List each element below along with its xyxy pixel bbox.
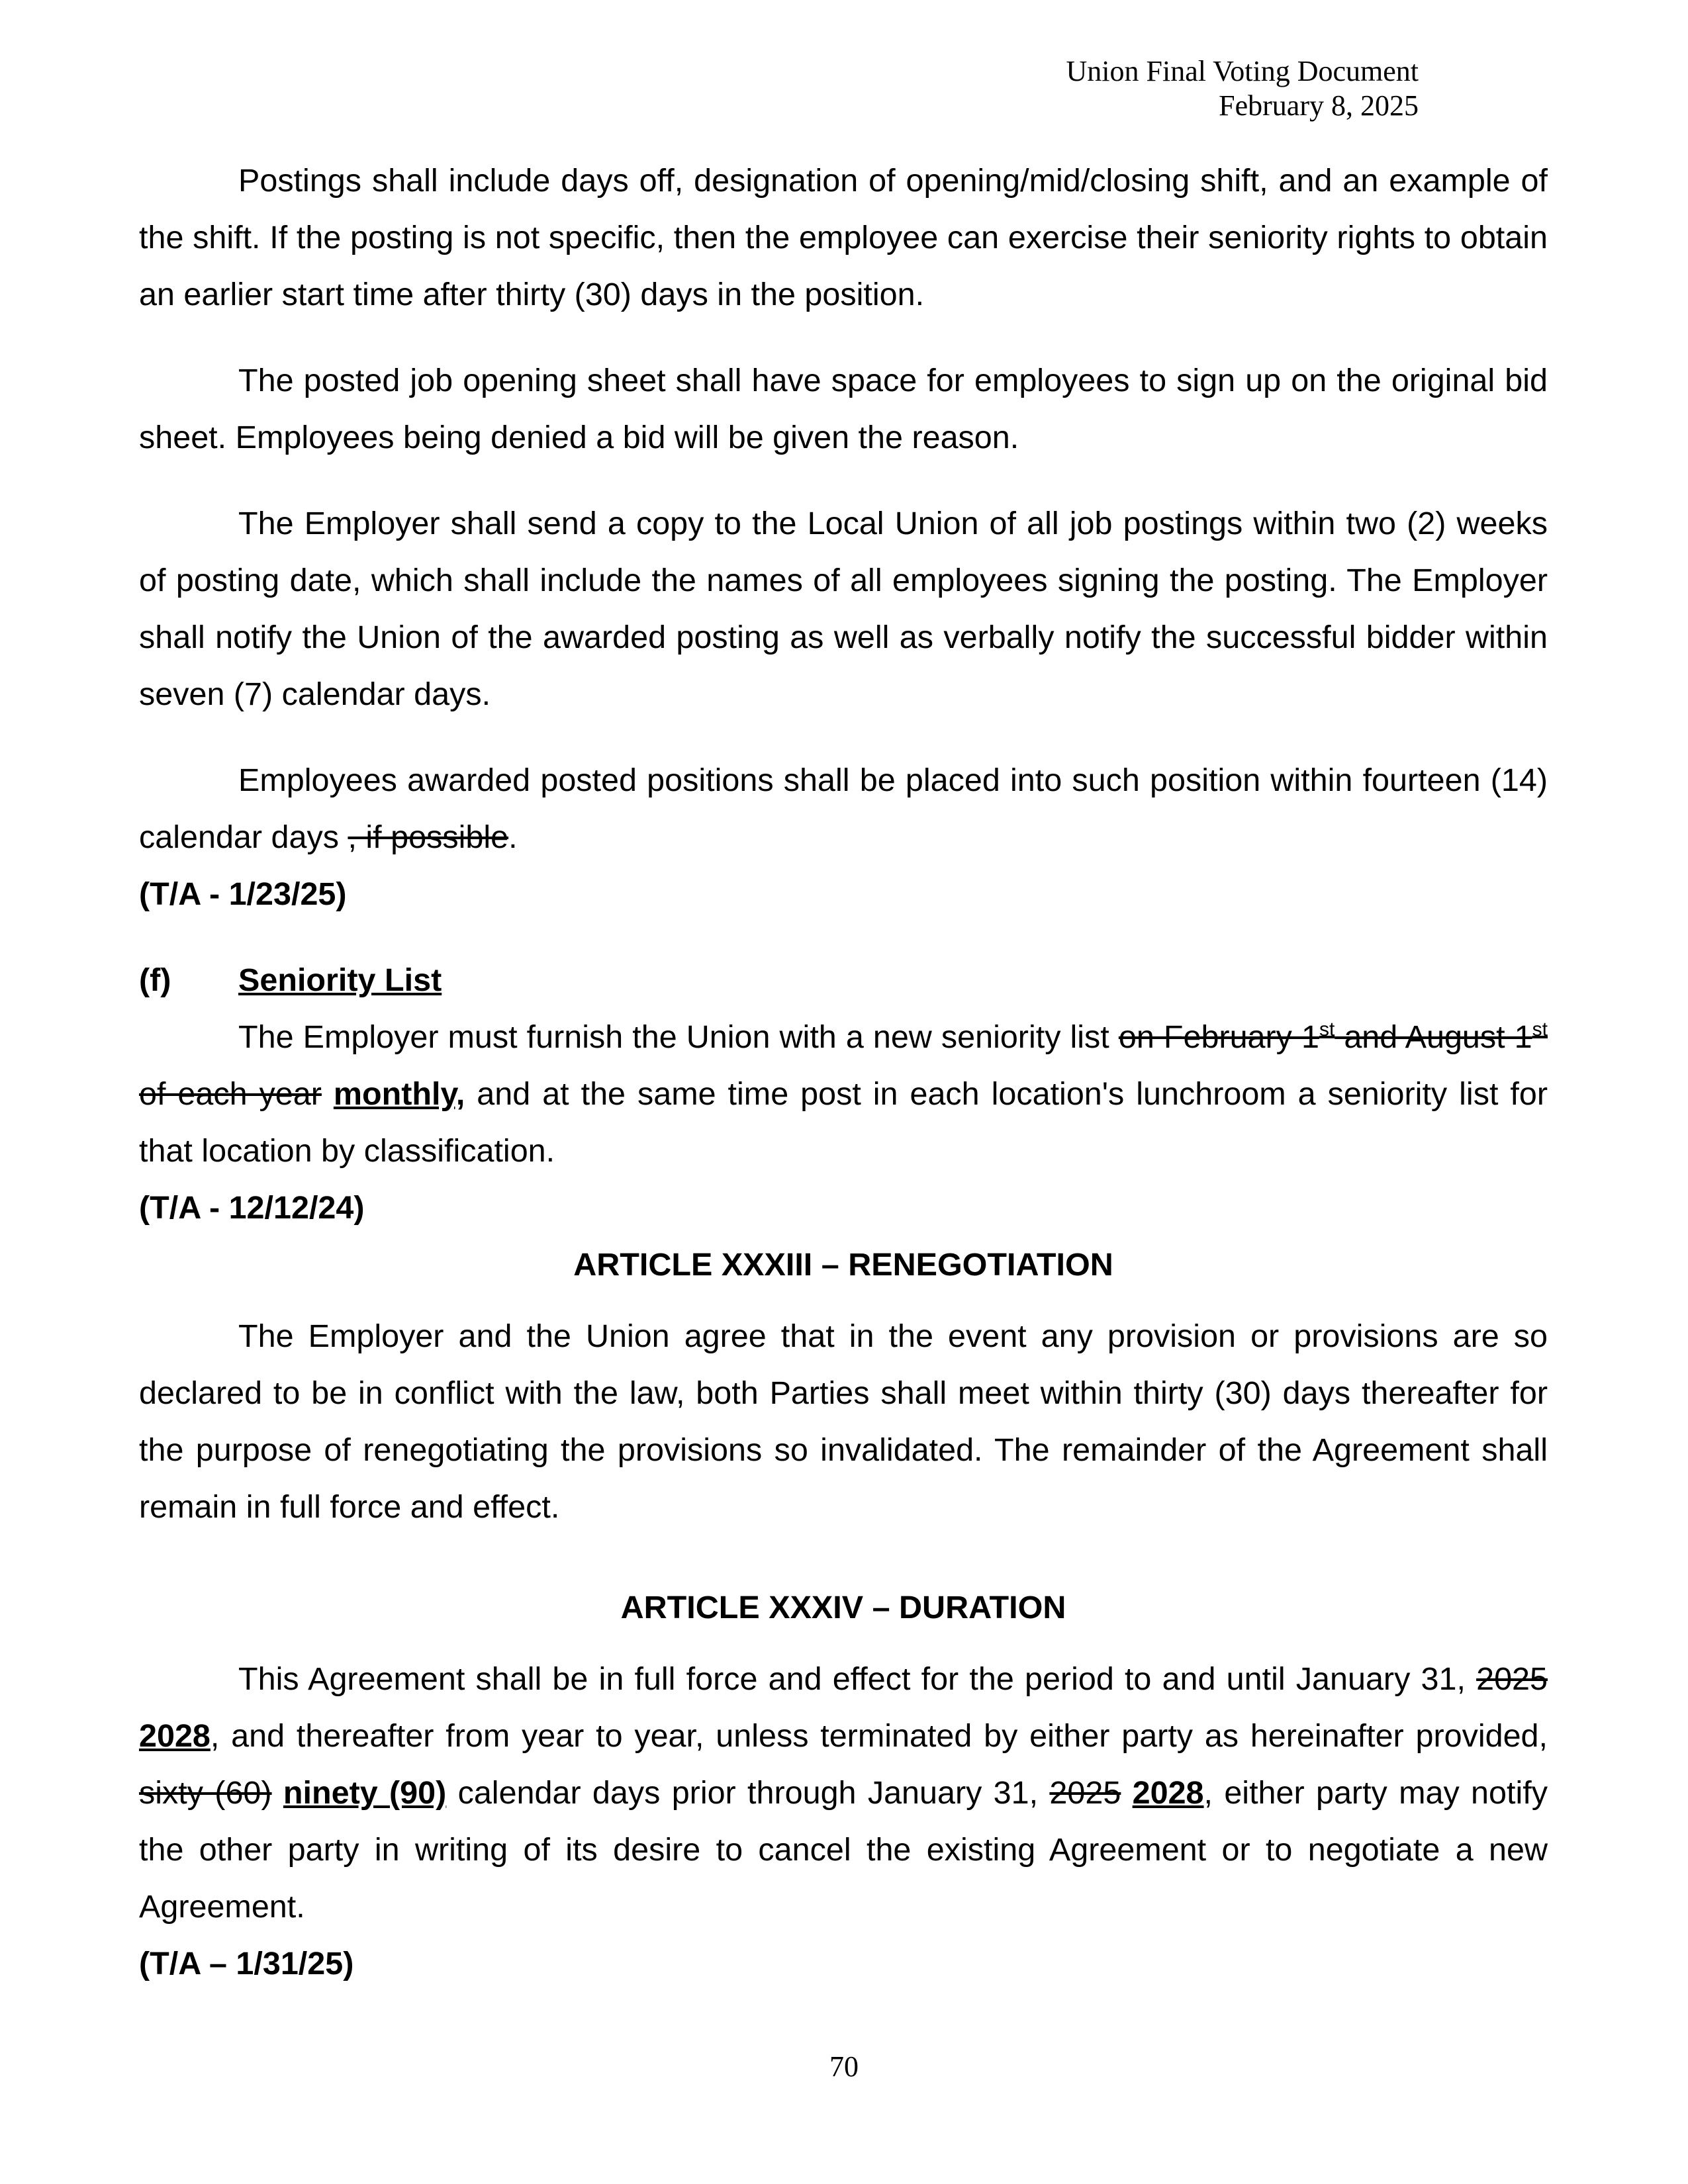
- struck-text-part: and August 1: [1335, 1019, 1532, 1055]
- struck-text: 2025: [1476, 1661, 1548, 1697]
- tentative-agreement-label: (T/A – 1/31/25): [139, 1946, 354, 1981]
- struck-text: sixty (60): [139, 1775, 272, 1811]
- section-letter: (f): [139, 962, 171, 998]
- article-heading: ARTICLE XXXIV – DURATION: [620, 1590, 1066, 1625]
- paragraph-renegotiation: The Employer and the Union agree that in the event any provision or provisions are so declared to be in conflict with the law, both Parties shall meet within thirty (30) days thereafter for the purpose of renegotiating the provisions so invalidated. The remainder of the Agreement shall remain in full force and effect.: [139, 1318, 1548, 1525]
- paragraph-text: Employees awarded posted positions shall be placed into such position within fourteen (14) calendar days: [139, 762, 1548, 855]
- inserted-text: 2028: [1132, 1775, 1204, 1811]
- paragraph-text-end: .: [508, 819, 518, 855]
- section-f-heading: [139, 952, 1548, 1009]
- paragraph-seniority-list: [139, 1009, 1548, 1179]
- struck-text-part: of each year: [139, 1076, 322, 1112]
- paragraph-text: This Agreement shall be in full force and effect for the period to and until January 31,: [238, 1661, 1477, 1697]
- page-number: 70: [829, 2050, 859, 2083]
- paragraph-text: and at the same time post in each location's lunchroom a seniority list for that location by classification.: [139, 1076, 1548, 1169]
- paragraph-text: , and thereafter from year to year, unless terminated by either party as hereinafter provided,: [210, 1718, 1548, 1754]
- article-heading: ARTICLE XXXIII – RENEGOTIATION: [573, 1247, 1113, 1283]
- tentative-agreement-label: (T/A - 12/12/24): [139, 1190, 365, 1226]
- struck-text-part: on February 1: [1118, 1019, 1319, 1055]
- paragraph-awarded-positions: [139, 752, 1548, 866]
- paragraph-text: The Employer must furnish the Union with a new seniority list: [238, 1019, 1119, 1055]
- struck-text: , if possible: [348, 819, 509, 855]
- inserted-text: monthly,: [333, 1076, 465, 1112]
- paragraph-postings: Postings shall include days off, designation of opening/mid/closing shift, and an example of the shift. If the posting is not specific, then the employee can exercise their seniority rights to obtain an earlier start time after thirty (30) days in the position.: [139, 163, 1548, 312]
- paragraph-text: , either party may notify the other party in writing of its desire to cancel the existing Agreement or to negotiate a new Agreement.: [139, 1775, 1548, 1925]
- paragraph-job-opening-sheet: The posted job opening sheet shall have space for employees to sign up on the original bid sheet. Employees being denied a bid will be given the reason.: [139, 363, 1548, 455]
- paragraph-job-postings-copy: The Employer shall send a copy to the Local Union of all job postings within two (2) weeks of posting date, which shall include the names of all employees signing the posting. The Employer shall notify the Union of the awarded posting as well as verbally notify the successful bidder within seven (7) calendar days.: [139, 506, 1548, 712]
- struck-superscript: st: [1319, 1019, 1335, 1040]
- tentative-agreement-label: (T/A - 1/23/25): [139, 876, 347, 912]
- paragraph-duration: [139, 1651, 1548, 1935]
- inserted-text: 2028: [139, 1718, 211, 1754]
- document-date: February 8, 2025: [1219, 89, 1419, 122]
- page-header: [1066, 54, 1419, 123]
- section-title: Seniority List: [238, 962, 442, 998]
- paragraph-text: calendar days prior through January 31,: [446, 1775, 1050, 1811]
- document-title: Union Final Voting Document: [1066, 55, 1419, 87]
- inserted-text: ninety (90): [283, 1775, 447, 1811]
- struck-text: 2025: [1049, 1775, 1121, 1811]
- document-body: [139, 152, 1548, 1992]
- struck-superscript: st: [1532, 1019, 1548, 1040]
